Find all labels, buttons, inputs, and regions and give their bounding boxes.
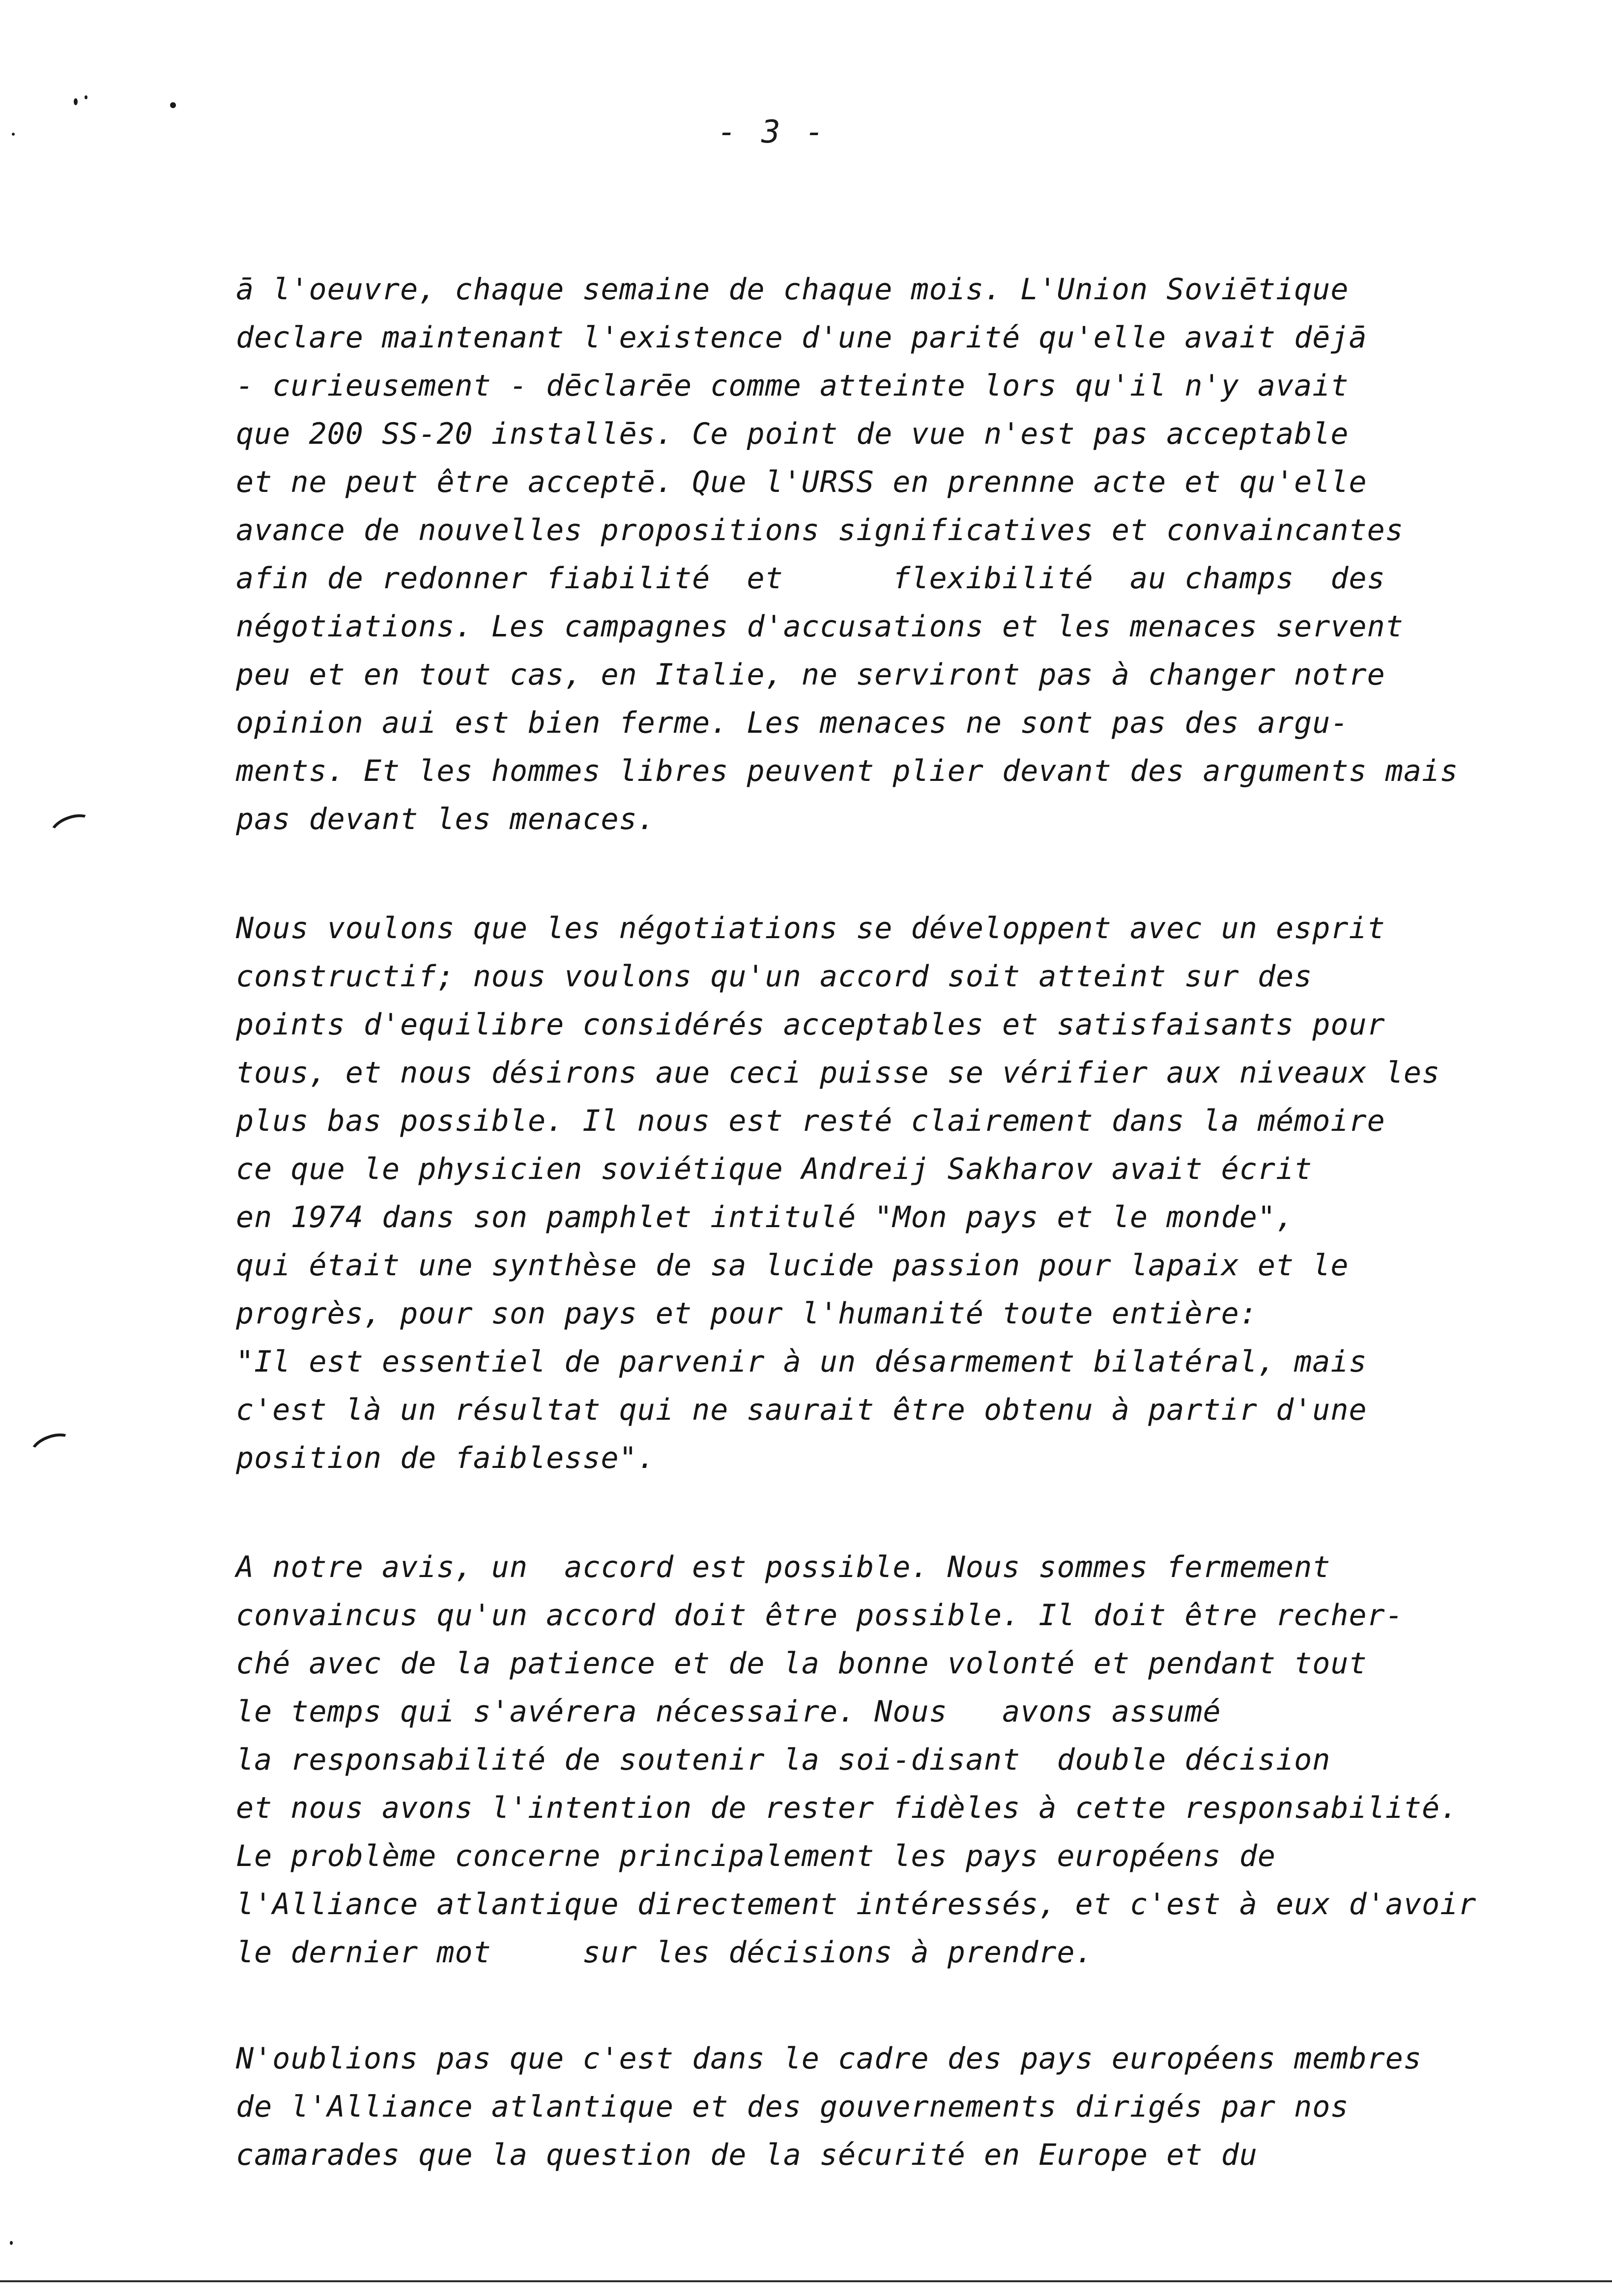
text-line: qui était une synthèse de sa lucide passion pour lapaix et le xyxy=(236,1248,1349,1283)
text-line: A notre avis, un accord est possible. Nous sommes fermement xyxy=(236,1550,1331,1584)
margin-punch-mark xyxy=(27,1428,78,1467)
text-line: tous, et nous désirons aue ceci puisse se vérifier aux niveaux les xyxy=(236,1056,1440,1090)
page-bottom-edge xyxy=(0,2280,1612,2282)
text-line: camarades que la question de la sécurité en Europe et du xyxy=(236,2138,1258,2172)
text-line: en 1974 dans son pamphlet intitulé "Mon pays et le monde", xyxy=(236,1200,1295,1234)
text-line: points d'equilibre considérés acceptables et satisfaisants pour xyxy=(236,1007,1385,1042)
scan-speck xyxy=(170,102,176,108)
scan-speck xyxy=(12,133,15,136)
text-line: négotiations. Les campagnes d'accusations et les menaces servent xyxy=(236,609,1404,644)
text-line: afin de redonner fiabilité et flexibilité au champs des xyxy=(236,561,1385,596)
text-line: ments. Et les hommes libres peuvent plier devant des arguments mais xyxy=(236,754,1459,788)
paragraph-3 xyxy=(236,1543,1553,1977)
paragraph-2 xyxy=(236,904,1553,1482)
text-line: plus bas possible. Il nous est resté clairement dans la mémoire xyxy=(236,1104,1385,1138)
paragraph-4 xyxy=(236,2035,1553,2179)
scan-speck xyxy=(10,2241,13,2245)
text-line: constructif; nous voulons qu'un accord soit atteint sur des xyxy=(236,959,1313,994)
text-line: declare maintenant l'existence d'une parité qu'elle avait dējā xyxy=(236,320,1367,355)
text-line: avance de nouvelles propositions significatives et convaincantes xyxy=(236,513,1404,547)
text-line: c'est là un résultat qui ne saurait être obtenu à partir d'une xyxy=(236,1393,1367,1427)
scan-speck xyxy=(74,98,78,105)
page-number: - 3 - xyxy=(718,114,827,150)
text-line: progrès, pour son pays et pour l'humanité toute entière: xyxy=(236,1296,1258,1331)
text-line: "Il est essentiel de parvenir à un désarmement bilatéral, mais xyxy=(236,1345,1367,1379)
text-line: le dernier mot sur les décisions à prendre. xyxy=(236,1935,1094,1970)
text-line: et ne peut être acceptē. Que l'URSS en prennne acte et qu'elle xyxy=(236,465,1367,499)
text-line: convaincus qu'un accord doit être possible. Il doit être recher- xyxy=(236,1598,1404,1633)
text-line: que 200 SS-20 installēs. Ce point de vue n'est pas acceptable xyxy=(236,417,1349,451)
text-line: la responsabilité de soutenir la soi-disant double décision xyxy=(236,1743,1331,1777)
text-line: l'Alliance atlantique directement intéressés, et c'est à eux d'avoir xyxy=(236,1887,1477,1922)
text-line: ché avec de la patience et de la bonne volonté et pendant tout xyxy=(236,1646,1367,1681)
text-line: et nous avons l'intention de rester fidèles à cette responsabilité. xyxy=(236,1791,1459,1825)
text-line: de l'Alliance atlantique et des gouvernements dirigés par nos xyxy=(236,2090,1349,2124)
text-line: ā l'oeuvre, chaque semaine de chaque mois. L'Union Soviētique xyxy=(236,272,1349,307)
scan-speck xyxy=(85,95,87,99)
text-line: peu et en tout cas, en Italie, ne serviront pas à changer notre xyxy=(236,658,1385,692)
text-line: ce que le physicien soviétique Andreij Sakharov avait écrit xyxy=(236,1152,1313,1186)
text-line: Le problème concerne principalement les pays européens de xyxy=(236,1839,1276,1873)
text-line: le temps qui s'avérera nécessaire. Nous avons assumé xyxy=(236,1694,1221,1729)
paragraph-1 xyxy=(236,265,1553,843)
text-line: Nous voulons que les négotiations se développent avec un esprit xyxy=(236,911,1385,946)
text-line: opinion aui est bien ferme. Les menaces ne sont pas des argu- xyxy=(236,706,1349,740)
margin-punch-mark xyxy=(46,809,97,848)
text-line: position de faiblesse". xyxy=(236,1441,656,1475)
text-line: pas devant les menaces. xyxy=(236,802,656,836)
text-line: N'oublions pas que c'est dans le cadre des pays européens membres xyxy=(236,2041,1422,2076)
text-line: - curieusement - dēclarēe comme atteinte lors qu'il n'y avait xyxy=(236,369,1349,403)
